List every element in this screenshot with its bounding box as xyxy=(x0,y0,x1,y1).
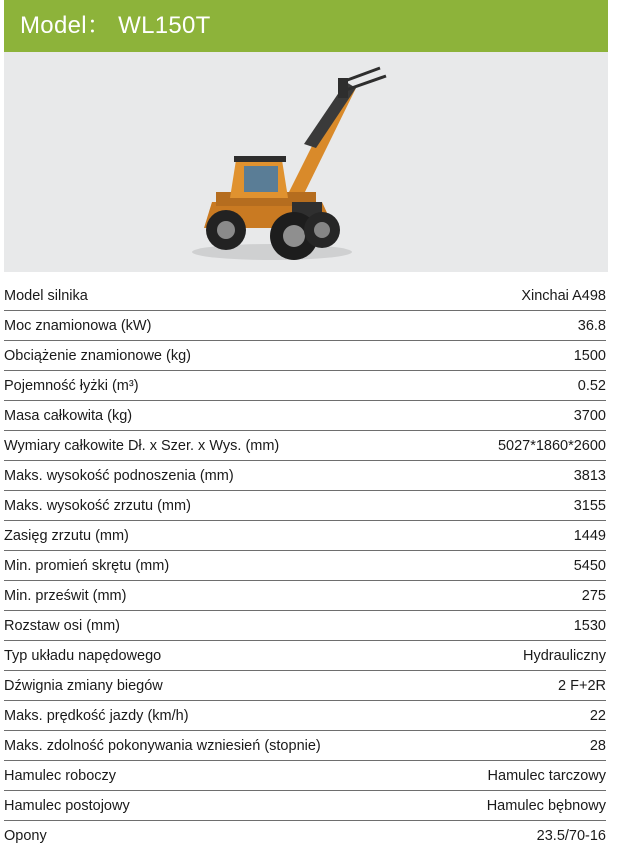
spec-label: Maks. zdolność pokonywania wzniesień (stopnie) xyxy=(4,737,321,754)
spec-row xyxy=(4,671,606,701)
spec-value: 28 xyxy=(589,737,606,754)
spec-label: Rozstaw osi (mm) xyxy=(4,617,121,634)
spec-value: 1500 xyxy=(573,347,606,364)
spec-label: Moc znamionowa (kW) xyxy=(4,317,152,334)
spec-label: Dźwignia zmiany biegów xyxy=(4,677,163,694)
spec-label: Pojemność łyżki (m³) xyxy=(4,377,139,394)
product-photo xyxy=(4,52,608,272)
spec-label: Min. promień skrętu (mm) xyxy=(4,557,170,574)
spec-label: Maks. prędkość jazdy (km/h) xyxy=(4,707,189,724)
spec-row xyxy=(4,281,606,311)
model-title: Model： WL150T xyxy=(4,0,608,52)
spec-label: Maks. wysokość zrzutu (mm) xyxy=(4,497,191,514)
spec-value: 5450 xyxy=(573,557,606,574)
spec-value: 0.52 xyxy=(577,377,606,394)
spec-row xyxy=(4,731,606,761)
spec-label: Masa całkowita (kg) xyxy=(4,407,133,424)
telehandler-illustration xyxy=(4,52,608,272)
spec-label: Hamulec roboczy xyxy=(4,767,117,784)
spec-value: Hamulec bębnowy xyxy=(486,797,606,814)
spec-label: Min. prześwit (mm) xyxy=(4,587,127,604)
spec-row xyxy=(4,491,606,521)
spec-row xyxy=(4,401,606,431)
spec-value: 3700 xyxy=(573,407,606,424)
spec-row xyxy=(4,431,606,461)
spec-value: 2 F+2R xyxy=(558,677,606,694)
spec-label: Hamulec postojowy xyxy=(4,797,130,814)
spec-value: 23.5/70-16 xyxy=(536,828,606,844)
spec-label: Typ układu napędowego xyxy=(4,647,162,664)
spec-value: 3155 xyxy=(573,497,606,514)
spec-value: 3813 xyxy=(573,467,606,484)
spec-row xyxy=(4,581,606,611)
spec-row xyxy=(4,311,606,341)
spec-row xyxy=(4,611,606,641)
spec-row xyxy=(4,461,606,491)
spec-value: 1449 xyxy=(573,527,606,544)
spec-row xyxy=(4,791,606,821)
spec-label: Wymiary całkowite Dł. x Szer. x Wys. (mm) xyxy=(4,437,280,454)
spec-label: Zasięg zrzutu (mm) xyxy=(4,527,129,544)
spec-value: 22 xyxy=(589,707,606,724)
spec-value: Hydrauliczny xyxy=(523,647,606,664)
spec-label: Model silnika xyxy=(4,287,88,304)
spec-label: Maks. wysokość podnoszenia (mm) xyxy=(4,467,234,484)
spec-value: Hamulec tarczowy xyxy=(487,767,606,784)
spec-row xyxy=(4,551,606,581)
spec-row xyxy=(4,761,606,791)
spec-row xyxy=(4,701,606,731)
spec-value: 1530 xyxy=(573,617,606,634)
spec-row xyxy=(4,821,606,851)
spec-row xyxy=(4,641,606,671)
spec-value: 275 xyxy=(581,587,606,604)
spec-label: Obciążenie znamionowe (kg) xyxy=(4,347,191,364)
spec-value: Xinchai A498 xyxy=(521,287,606,304)
spec-table xyxy=(4,281,606,851)
spec-row xyxy=(4,371,606,401)
spec-label: Opony xyxy=(4,828,47,844)
spec-value: 5027*1860*2600 xyxy=(497,437,606,454)
spec-row xyxy=(4,341,606,371)
spec-row xyxy=(4,521,606,551)
spec-value: 36.8 xyxy=(577,317,606,334)
